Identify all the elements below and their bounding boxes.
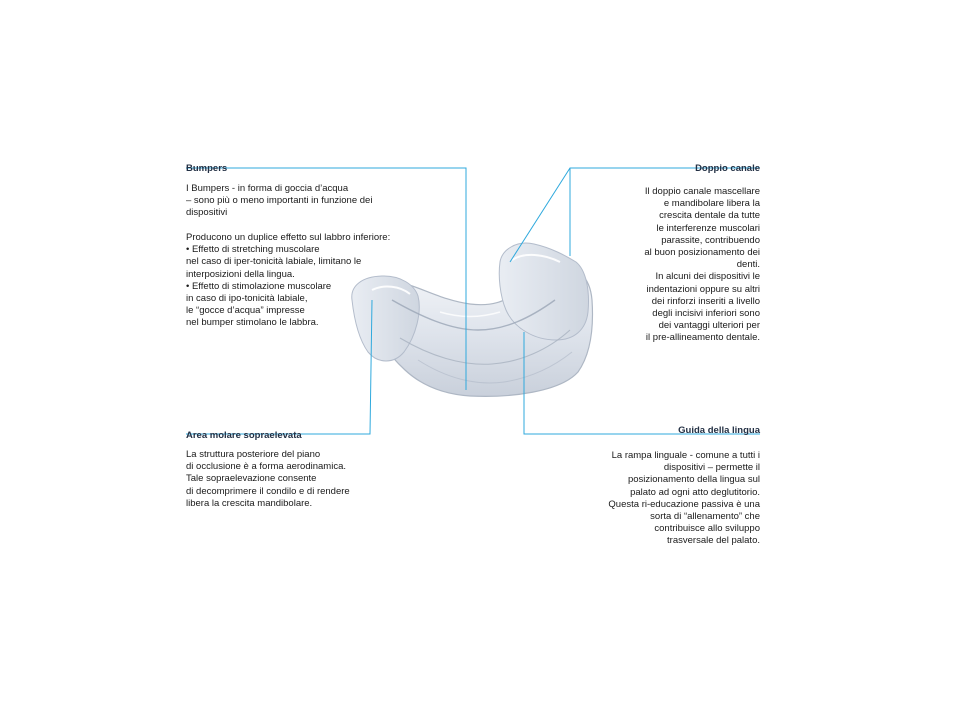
doppio-canale-title: Doppio canale <box>695 163 760 174</box>
bumpers-description: I Bumpers - in forma di goccia d’acqua – sono più o meno importanti in funzione dei dispositivi <box>186 183 373 219</box>
bumpers-title: Bumpers <box>186 163 228 174</box>
bumpers-effects: Producono un duplice effetto sul labbro inferiore: • Effetto di stretching muscolare nel caso di iper-tonicità labiale, limitano le interposizioni della lingua. • Effetto di stimolazione muscolare in caso di ipo-tonicità labiale, le “gocce d’acqua” impresse nel bumper stimolano le labbra. <box>186 232 391 329</box>
area-molare-title: Area molare sopraelevata <box>186 430 302 441</box>
guida-lingua-title: Guida della lingua <box>678 425 760 436</box>
guida-lingua-description: La rampa linguale - comune a tutti i dispositivi – permette il posizionamento della lingua sul palato ad ogni atto deglutitorio. Questa ri-educazione passiva è una sorta di “allenamento” che contribuisce allo sviluppo trasversale del palato. <box>608 450 760 547</box>
area-molare-description: La struttura posteriore del piano di occlusione è a forma aerodinamica. Tale sopraelevazione consente di decomprimere il condilo e di rendere libera la crescita mandibolare. <box>186 449 350 509</box>
doppio-canale-description: Il doppio canale mascellare e mandibolare libera la crescita dentale da tutte le interferenze muscolari parassite, contribuendo al buon posizionamento dei denti. In alcuni dei dispositivi le indentazioni oppure su altri dei rinforzi inseriti a livello degli incisivi inferiori sono dei vantaggi ulteriori per il pre-allineamento dentale. <box>644 186 760 344</box>
